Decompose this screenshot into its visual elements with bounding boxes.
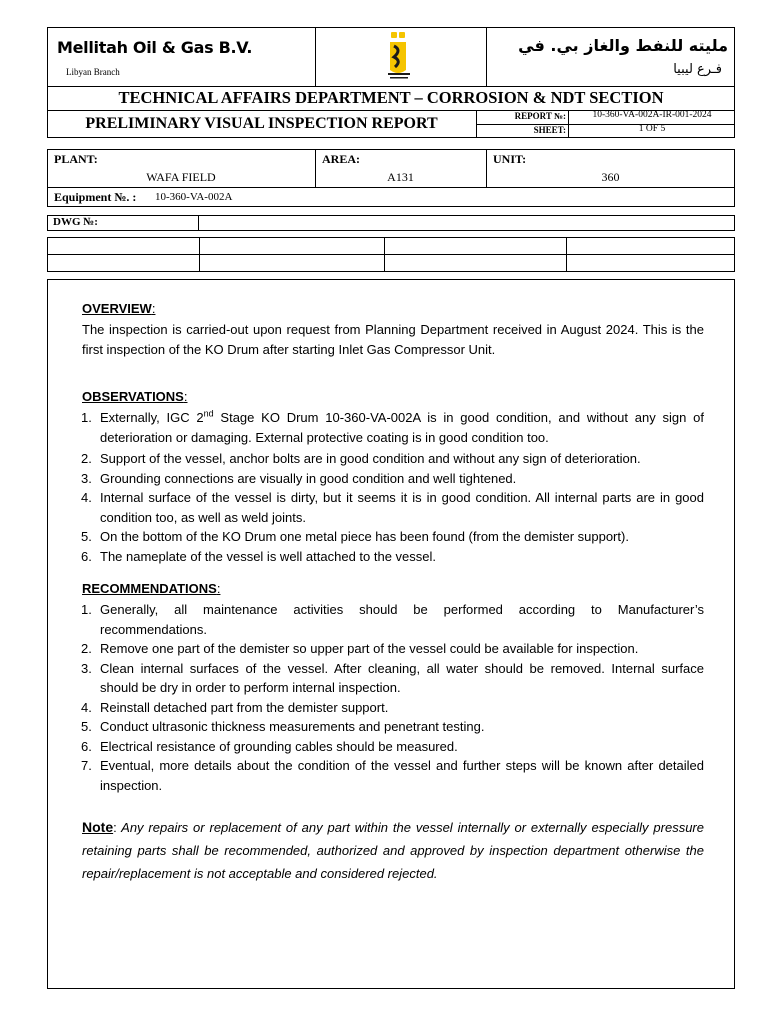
recommendation-text: Eventual, more details about the condition of the vessel and further steps will be known after detailed inspection. — [100, 758, 704, 793]
blank-grid-v1 — [199, 237, 200, 272]
report-title: PRELIMINARY VISUAL INSPECTION REPORT — [85, 115, 438, 132]
company-logo-icon — [385, 30, 413, 82]
observation-text: Support of the vessel, anchor bolts are in good condition and without any sign of deterioration. — [100, 451, 641, 466]
observations-heading — [82, 389, 187, 404]
observation-text: Internal surface of the vessel is dirty, but it seems it is in good condition. All internal parts are in good condition too, as well as weld joints. — [100, 490, 704, 525]
observation-text: The nameplate of the vessel is well attached to the vessel. — [100, 548, 437, 564]
list-number: 6. — [81, 548, 92, 564]
dwg-label: DWG №: — [53, 216, 98, 228]
header-divider-right — [486, 27, 487, 86]
note-text: Any repairs or replacement of any part within the vessel internally or externally especially pressure retaining parts shall be recommended, authorized and approved by inspection department otherwise the repair/replacement is not acceptable and considered rejected. — [82, 820, 704, 881]
recommendation-item — [81, 717, 704, 737]
overview-colon: : — [151, 301, 156, 316]
dwg-row — [47, 215, 735, 231]
list-number: 6. — [81, 738, 92, 754]
branch-name-ar: فـرع ليبيا — [673, 62, 722, 77]
list-number: 5. — [81, 719, 92, 734]
list-number: 1. — [81, 410, 92, 425]
list-number: 4. — [81, 699, 92, 715]
header-divider-h1 — [47, 86, 735, 87]
header-divider-left — [315, 27, 316, 86]
recommendation-text: Reinstall detached part from the demister support. — [100, 699, 389, 715]
blank-grid-v2 — [384, 237, 385, 272]
list-number: 7. — [81, 758, 92, 773]
dwg-divider — [198, 215, 199, 231]
list-number: 2. — [81, 451, 92, 466]
recommendation-item — [81, 756, 704, 795]
equipment-label: Equipment №. : — [54, 190, 137, 204]
note-label: Note — [82, 819, 114, 835]
department-title: TECHNICAL AFFAIRS DEPARTMENT – CORROSION & NDT SECTION — [118, 88, 664, 107]
plant-label: PLANT: — [54, 152, 98, 166]
observation-item — [81, 469, 704, 489]
list-number: 2. — [81, 641, 92, 656]
observation-item — [81, 527, 704, 547]
note-paragraph — [82, 816, 704, 885]
recommendations-list — [81, 600, 704, 795]
observation-item — [81, 547, 704, 567]
recommendations-colon: : — [216, 581, 221, 596]
observations-colon: : — [183, 389, 188, 404]
overview-heading — [82, 301, 155, 316]
area-label: AREA: — [322, 152, 360, 166]
recommendation-text: Electrical resistance of grounding cables should be measured. — [100, 738, 458, 754]
recommendation-text: Remove one part of the demister so upper part of the vessel could be available for inspection. — [100, 641, 639, 656]
sheet-value: 1 OF 5 — [638, 124, 666, 134]
overview-text: The inspection is carried-out upon request from Planning Department received in August 2024. This is the first inspection of the KO Drum after starting Inlet Gas Compressor Unit. — [82, 322, 704, 357]
unit-value: 360 — [601, 170, 620, 184]
observation-1-post: Stage KO Drum 10-360-VA-002A is in good condition, and without any sign of deterioration or damaging. External protective coating is in good condition too. — [100, 410, 705, 445]
recommendation-item — [81, 639, 704, 659]
observation-item — [81, 408, 704, 448]
recommendations-heading — [82, 581, 220, 596]
list-number: 5. — [81, 529, 92, 544]
observation-item — [81, 488, 704, 527]
company-name-ar: مليته للنفط والغاز بي. في — [518, 36, 728, 55]
report-no-label: REPORT №: — [514, 111, 566, 121]
observation-1-pre: Externally, IGC 2 — [100, 410, 204, 425]
observation-1-sup: nd — [203, 408, 214, 419]
list-number: 4. — [81, 490, 92, 505]
recommendations-heading-text: RECOMMENDATIONS — [82, 581, 217, 596]
recommendation-item — [81, 737, 704, 757]
company-name-en: Mellitah Oil & Gas B.V. — [57, 38, 253, 57]
area-value: A131 — [387, 170, 414, 184]
recommendation-text: Generally, all maintenance activities should be performed according to Manufacturer’s recommendations. — [100, 602, 704, 637]
note-colon: : — [113, 820, 117, 835]
blank-grid-v3 — [566, 237, 567, 272]
observation-item — [81, 449, 704, 469]
overview-heading-text: OVERVIEW — [82, 301, 152, 316]
recommendation-item — [81, 698, 704, 718]
observation-text: On the bottom of the KO Drum one metal piece has been found (from the demister support). — [100, 529, 629, 544]
recommendation-text: Conduct ultrasonic thickness measurements and penetrant testing. — [100, 719, 485, 734]
observations-list — [81, 408, 704, 566]
recommendation-item — [81, 659, 704, 698]
list-number: 1. — [81, 602, 92, 617]
list-number: 3. — [81, 470, 92, 486]
recommendation-text: Clean internal surfaces of the vessel. After cleaning, all water should be removed. Internal surface should be dry in order to perform internal inspection. — [100, 660, 704, 695]
sheet-label: SHEET: — [533, 125, 566, 135]
observation-text: Grounding connections are visually in good condition and well tightened. — [100, 470, 517, 486]
branch-name-en: Libyan Branch — [66, 67, 120, 77]
observations-heading-text: OBSERVATIONS — [82, 389, 184, 404]
info-divider-h — [47, 187, 735, 188]
equipment-value: 10-360-VA-002A — [155, 191, 233, 203]
unit-label: UNIT: — [493, 152, 527, 166]
list-number: 3. — [81, 660, 92, 676]
plant-value: WAFA FIELD — [146, 170, 216, 184]
report-no-value: 10-360-VA-002A-IR-001-2024 — [592, 110, 712, 120]
blank-grid-h — [47, 254, 735, 255]
recommendation-item — [81, 600, 704, 639]
